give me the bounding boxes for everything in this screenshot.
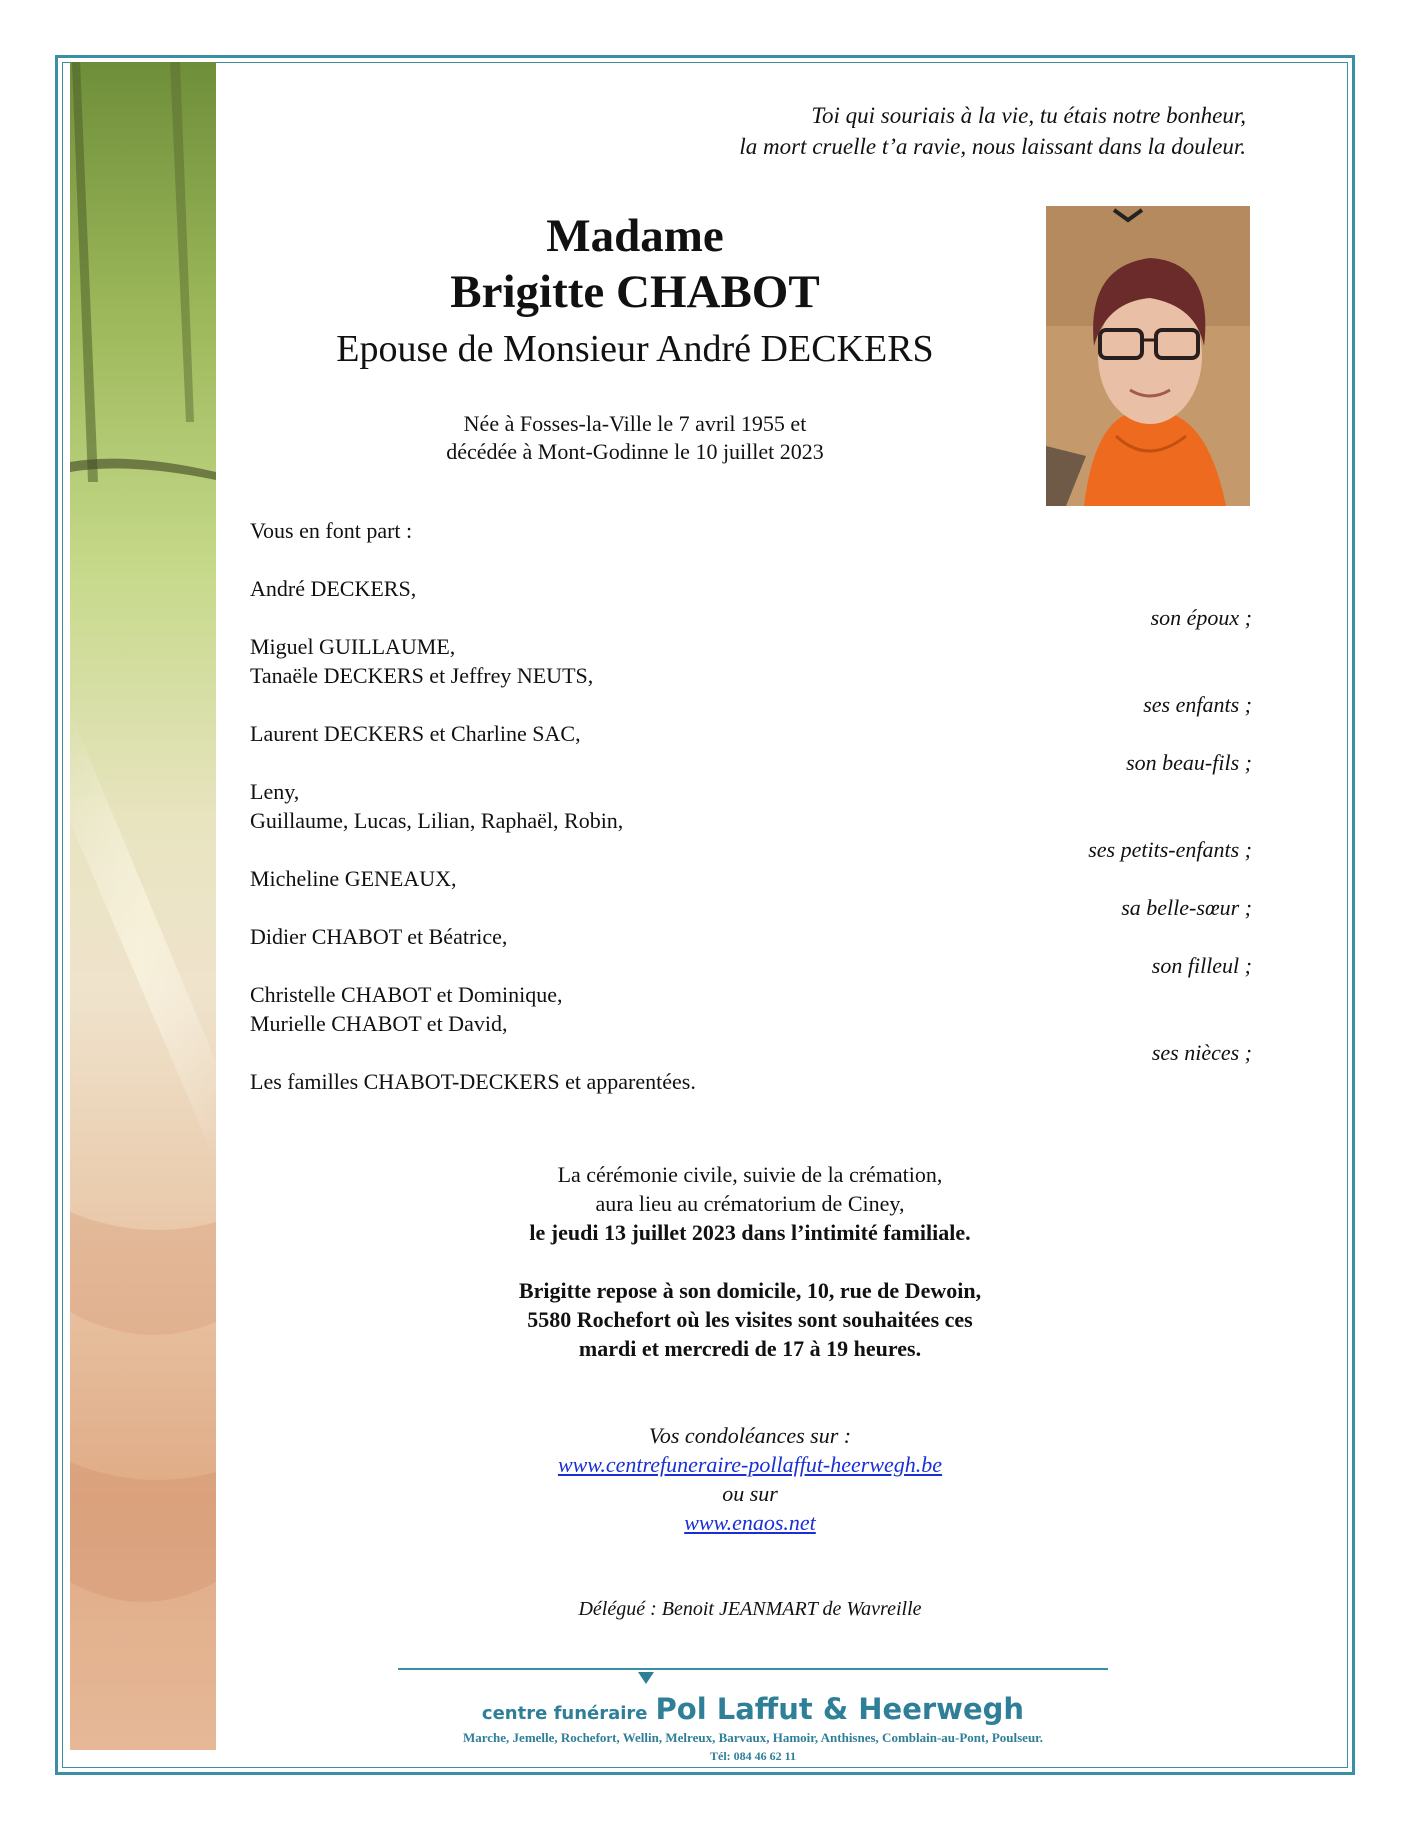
family-member: Didier CHABOT et Béatrice, — [250, 924, 508, 949]
brand-prefix: centre funéraire — [481, 1703, 648, 1724]
funeral-home-logo — [398, 1692, 1108, 1726]
family-member: Les familles CHABOT-DECKERS et apparentées. — [250, 1069, 696, 1094]
spouse-line: Epouse de Monsieur André DECKERS — [336, 328, 934, 370]
ceremony-line-1: La cérémonie civile, suivie de la crémation, — [557, 1162, 943, 1187]
ceremony-line-3: le jeudi 13 juillet 2023 dans l’intimité familiale. — [529, 1220, 971, 1245]
birth-line: Née à Fosses-la-Ville le 7 avril 1955 et — [463, 411, 807, 436]
logo-arrow-icon — [638, 1672, 654, 1684]
family-member: Miguel GUILLAUME, — [250, 634, 456, 659]
family-relation: son beau-fils ; — [1126, 750, 1252, 775]
poem — [546, 100, 1246, 162]
poem-line-2: la mort cruelle t’a ravie, nous laissant dans la douleur. — [739, 134, 1246, 159]
death-line: décédée à Mont-Godinne le 10 juillet 2023 — [446, 439, 824, 464]
family-member: Micheline GENEAUX, — [250, 866, 457, 891]
family-member: Guillaume, Lucas, Lilian, Raphaël, Robin, — [250, 808, 624, 833]
family-relation: son époux ; — [1150, 605, 1252, 630]
condolences-or: ou sur — [722, 1481, 778, 1506]
brand-name: Pol Laffut & Heerwegh — [655, 1692, 1025, 1726]
family-relation: son filleul ; — [1151, 953, 1252, 978]
family-relation: ses enfants ; — [1143, 692, 1252, 717]
footer-divider — [398, 1668, 1108, 1670]
condolences-label: Vos condoléances sur : — [648, 1423, 852, 1448]
portrait-photo — [1046, 206, 1250, 506]
phone-number: Tél: 084 46 62 11 — [710, 1749, 796, 1763]
visit-line-2: 5580 Rochefort où les visites sont souhaitées ces — [527, 1307, 973, 1332]
family-member: André DECKERS, — [250, 576, 417, 601]
condolences-link-enaos[interactable]: www.enaos.net — [684, 1510, 816, 1535]
family-intro: Vous en font part : — [250, 518, 413, 543]
family-relation: ses nièces ; — [1151, 1040, 1252, 1065]
family-member: Murielle CHABOT et David, — [250, 1011, 508, 1036]
poem-line-1: Toi qui souriais à la vie, tu étais notre bonheur, — [811, 103, 1246, 128]
forest-path-image — [70, 62, 216, 1750]
obituary-header — [240, 208, 1030, 466]
delegate-line: Délégué : Benoit JEANMART de Wavreille — [578, 1598, 922, 1620]
visit-line-3: mardi et mercredi de 17 à 19 heures. — [578, 1336, 922, 1361]
condolences-link-funeral-home[interactable]: www.centrefuneraire-pollaffut-heerwegh.be — [557, 1452, 943, 1477]
deceased-name: Brigitte CHABOT — [450, 266, 820, 318]
family-member: Leny, — [250, 779, 300, 804]
branch-locations: Marche, Jemelle, Rochefort, Wellin, Melreux, Barvaux, Hamoir, Anthisnes, Comblain-au-Pont, Poulseur. — [462, 1730, 1044, 1745]
family-member: Tanaële DECKERS et Jeffrey NEUTS, — [250, 663, 594, 688]
funeral-home-footer — [398, 1668, 1108, 1764]
visit-line-1: Brigitte repose à son domicile, 10, rue de Dewoin, — [518, 1278, 982, 1303]
ceremony-line-2: aura lieu au crématorium de Ciney, — [595, 1191, 905, 1216]
family-list — [250, 516, 1252, 1096]
family-member: Christelle CHABOT et Dominique, — [250, 982, 563, 1007]
ceremony-info — [250, 1160, 1250, 1624]
honorific: Madame — [546, 210, 724, 262]
family-relation: ses petits-enfants ; — [1088, 837, 1252, 862]
family-relation: sa belle-sœur ; — [1121, 895, 1252, 920]
family-member: Laurent DECKERS et Charline SAC, — [250, 721, 581, 746]
life-dates — [240, 410, 1030, 466]
